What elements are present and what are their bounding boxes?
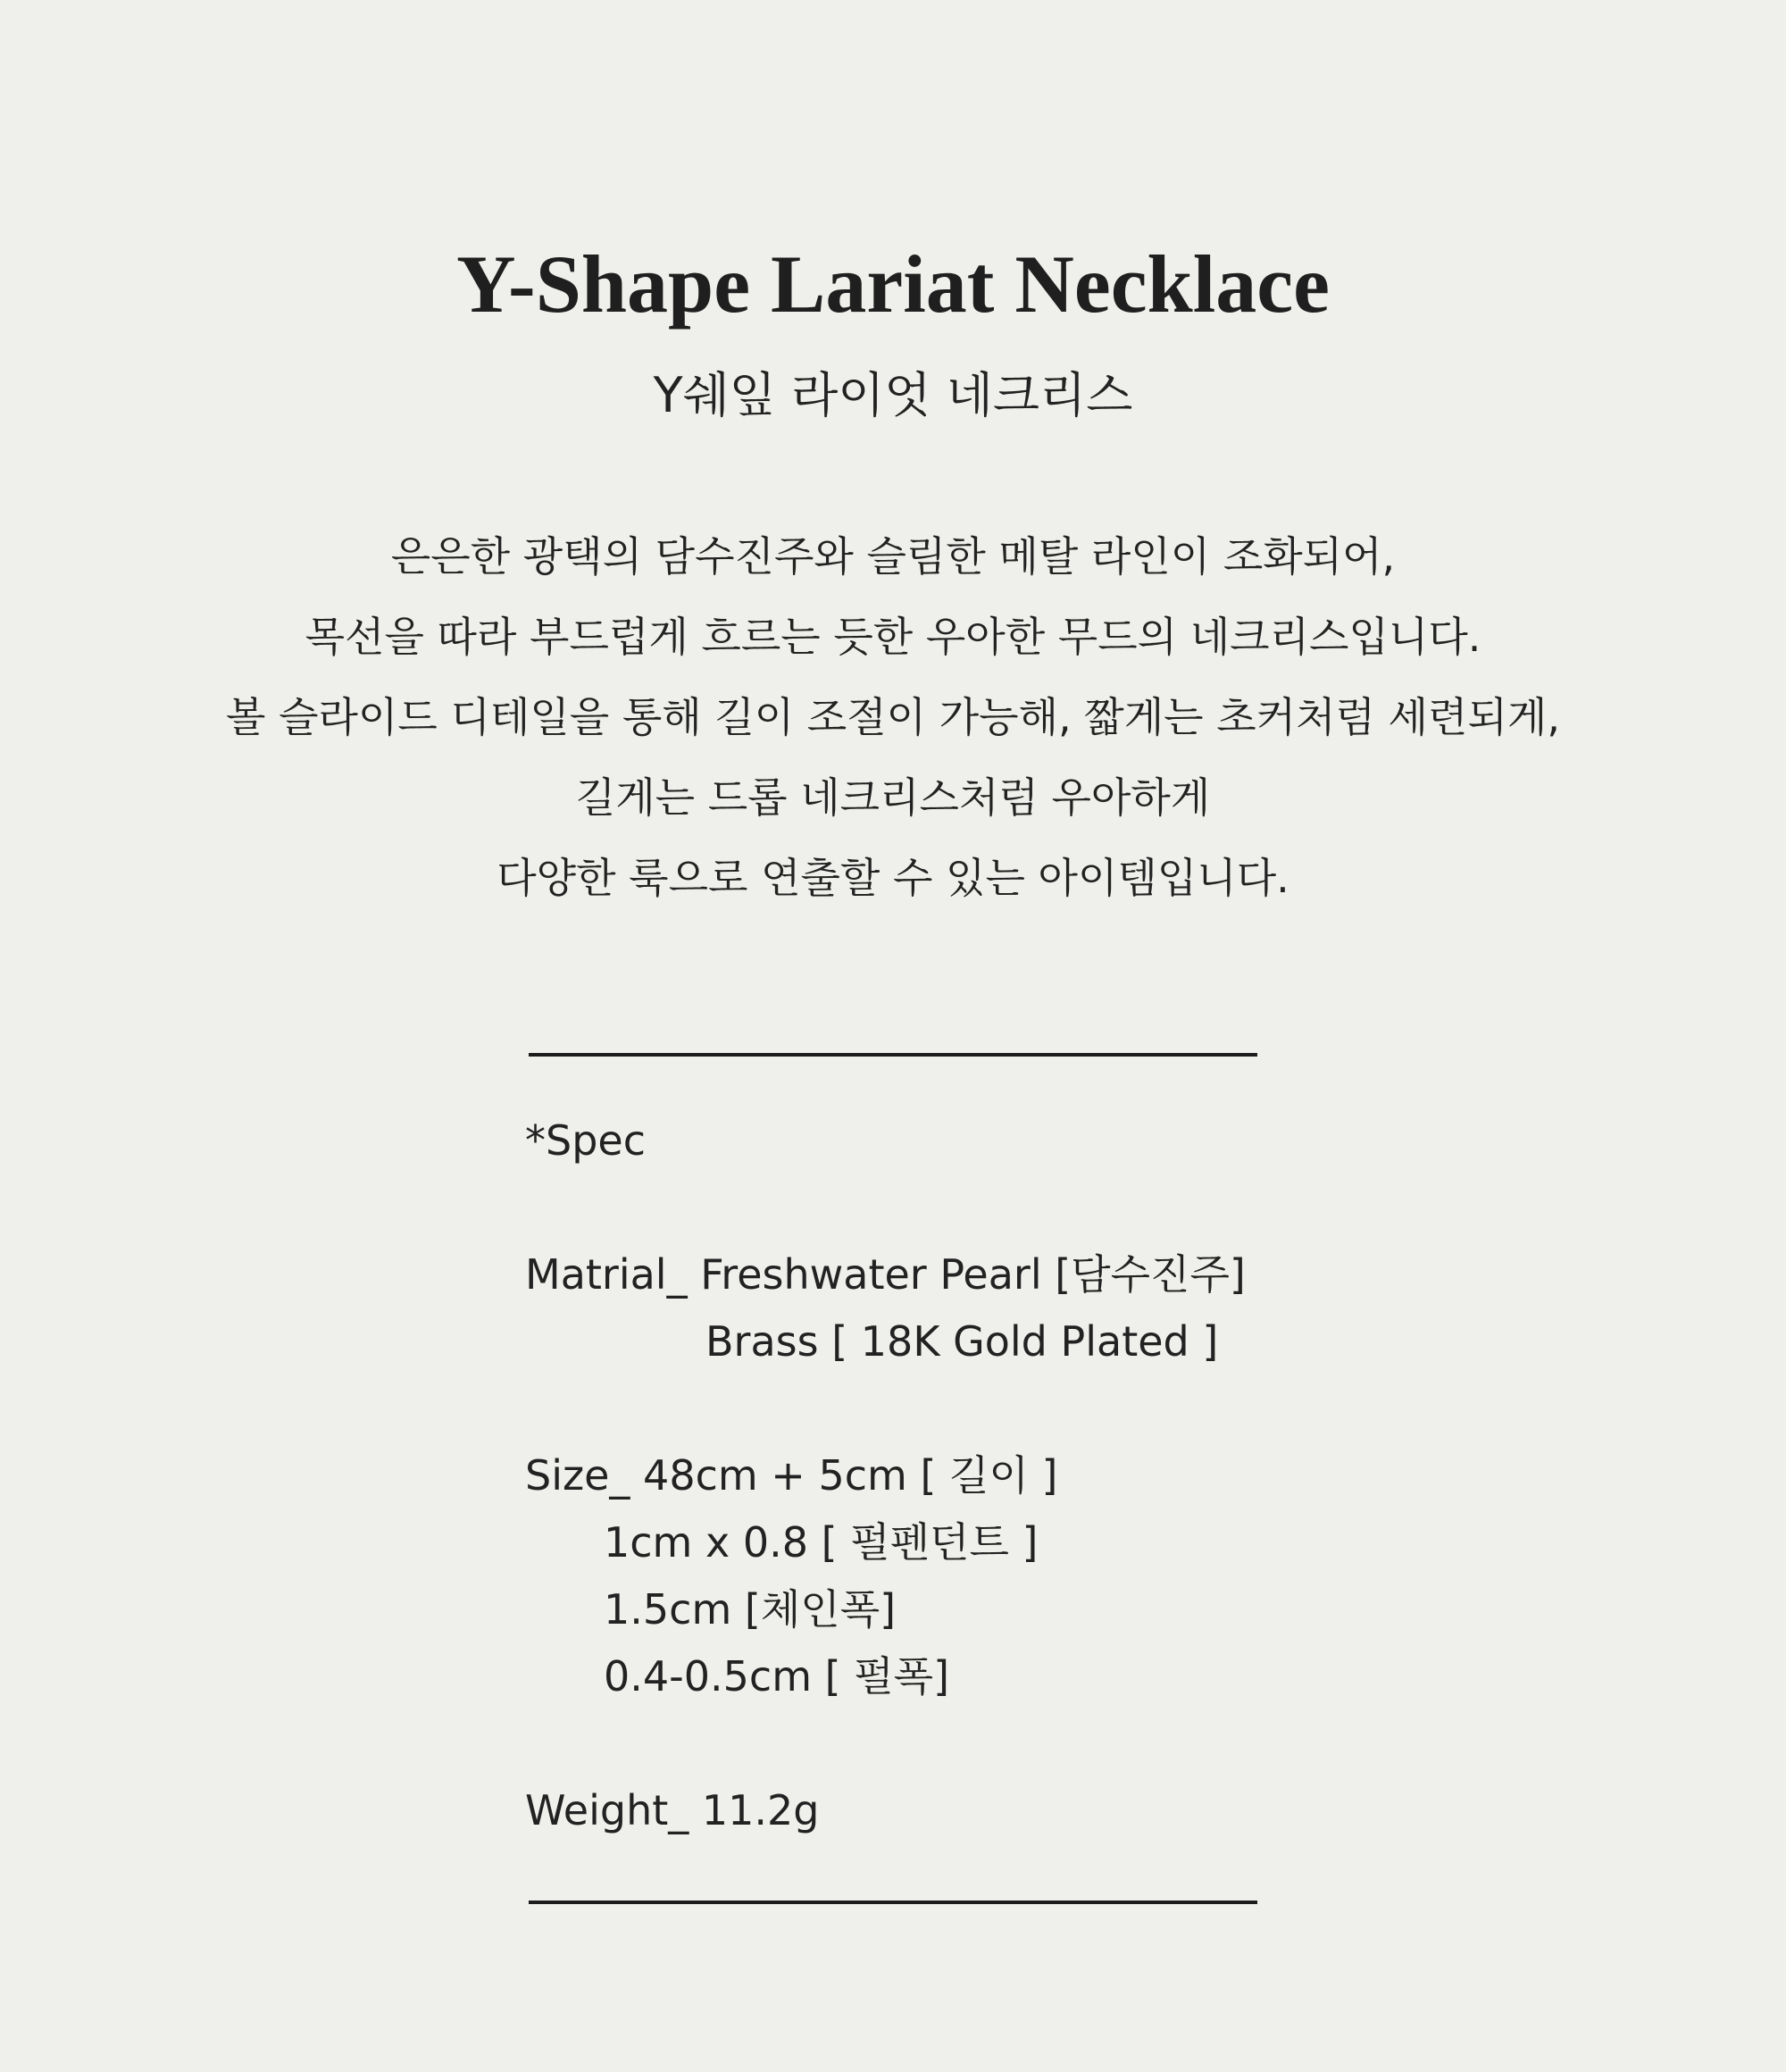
- spec-bottom-divider: [529, 1901, 1257, 1904]
- spec-weight: Weight_ 11.2g: [525, 1786, 820, 1834]
- spec-size-pendant: 1cm x 0.8 [ 펄펜던트 ]: [604, 1518, 1039, 1567]
- description-line: 은은한 광택의 담수진주와 슬림한 메탈 라인이 조화되어,: [390, 532, 1396, 581]
- spec-top-divider: [529, 1053, 1257, 1057]
- description-line: 목선을 따라 부드럽게 흐르는 듯한 우아한 무드의 네크리스입니다.: [305, 613, 1481, 661]
- spec-size-chain-width: 1.5cm [체인폭]: [604, 1585, 897, 1633]
- product-description: [0, 516, 1786, 918]
- product-title: Y-Shape Lariat Necklace: [456, 238, 1330, 330]
- spec-spacer: [525, 1174, 1329, 1241]
- spec-size-length: Size_ 48cm + 5cm [ 길이 ]: [525, 1451, 1058, 1500]
- product-subtitle-korean: Y쉐잎 라이엇 네크리스: [653, 367, 1133, 423]
- description-line: 다양한 룩으로 연출할 수 있는 아이템입니다.: [497, 854, 1289, 902]
- spec-heading: *Spec: [525, 1116, 646, 1165]
- spec-material-brass: Brass [ 18K Gold Plated ]: [705, 1317, 1219, 1366]
- spec-spacer: [525, 1710, 1329, 1777]
- spec-size-pearl-width: 0.4-0.5cm [ 펄폭]: [604, 1652, 950, 1700]
- spec-material: Matrial_ Freshwater Pearl [담수진주]: [525, 1250, 1246, 1299]
- spec-section: [525, 1107, 1329, 1844]
- description-line: 볼 슬라이드 디테일을 통해 길이 조절이 가능해, 짧게는 초커처럼 세련되게,: [226, 693, 1560, 741]
- spec-spacer: [525, 1375, 1329, 1442]
- description-line: 길게는 드롭 네크리스처럼 우아하게: [575, 773, 1211, 822]
